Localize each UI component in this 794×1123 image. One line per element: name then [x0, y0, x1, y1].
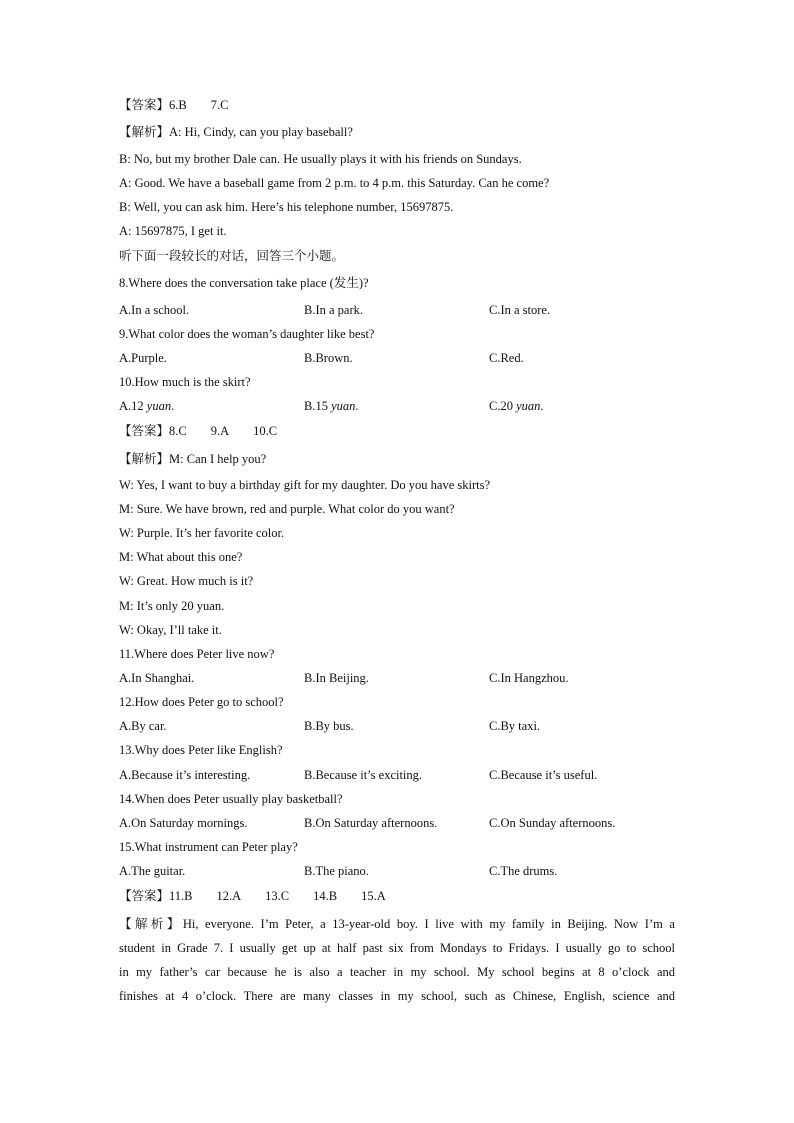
question-14: 14.When does Peter usually play basketball?: [119, 792, 343, 806]
answer-label: 【答案】: [119, 423, 170, 438]
option-b: B.In a park.: [304, 303, 364, 317]
dialogue-line: W: Yes, I want to buy a birthday gift for my daughter. Do you have skirts?: [119, 478, 491, 492]
option-b: B.By bus.: [304, 719, 354, 733]
options-11: [119, 670, 679, 686]
option-c: C.20 yuan.: [489, 399, 544, 413]
answer-line-6-7: [119, 97, 252, 113]
answer-11: 11.B: [169, 889, 193, 903]
section-instruction: 听下面一段较长的对话，回答三个小题。: [119, 248, 345, 263]
option-a: A.Because it’s interesting.: [119, 768, 251, 782]
option-a: A.On Saturday mornings.: [119, 816, 248, 830]
answer-7: 7.C: [210, 98, 229, 112]
passage-line-2: student in Grade 7. I usually get up at half past six from Mondays to Fridays. I usually go to school: [119, 941, 675, 955]
answer-6: 6.B: [169, 98, 187, 112]
option-c: C.Because it’s useful.: [489, 768, 598, 782]
option-a: A.In Shanghai.: [119, 671, 195, 685]
dialogue-line: M: Sure. We have brown, red and purple. What color do you want?: [119, 502, 455, 516]
answer-line-8-10: [119, 423, 301, 439]
option-a: A.The guitar.: [119, 864, 186, 878]
option-b: B.15 yuan.: [304, 399, 359, 413]
question-11: 11.Where does Peter live now?: [119, 647, 275, 661]
dialogue-line: W: Purple. It’s her favorite color.: [119, 526, 285, 540]
dialogue-line: A: Good. We have a baseball game from 2 p.m. to 4 p.m. this Saturday. Can he come?: [119, 176, 550, 190]
analysis-line-2: [119, 451, 266, 467]
dialogue-line: M: What about this one?: [119, 550, 243, 564]
options-13: [119, 767, 679, 783]
question-13: 13.Why does Peter like English?: [119, 743, 283, 757]
option-c: C.The drums.: [489, 864, 558, 878]
dialogue-line: M: It’s only 20 yuan.: [119, 599, 225, 613]
analysis-label: 【解析】: [119, 124, 170, 139]
options-8: [119, 302, 679, 318]
answer-8: 8.C: [169, 424, 187, 438]
options-10: [119, 398, 679, 414]
passage-line-3: in my father’s car because he is also a teacher in my school. My school begins at 8 o’clock and: [119, 965, 675, 979]
answer-12: 12.A: [216, 889, 242, 903]
option-a: A.In a school.: [119, 303, 190, 317]
analysis-line-1: [119, 124, 353, 140]
question-15: 15.What instrument can Peter play?: [119, 840, 298, 854]
answer-label: 【答案】: [119, 888, 170, 903]
question-8: 8.Where does the conversation take place (发生)?: [119, 276, 369, 290]
dialogue-line: B: No, but my brother Dale can. He usually plays it with his friends on Sundays.: [119, 152, 522, 166]
option-b: B.The piano.: [304, 864, 369, 878]
option-c: C.Red.: [489, 351, 524, 365]
option-b: B.Brown.: [304, 351, 353, 365]
dialogue-line: M: Can I help you?: [169, 452, 267, 466]
answer-13: 13.C: [265, 889, 290, 903]
dialogue-line: B: Well, you can ask him. Here’s his telephone number, 15697875.: [119, 200, 454, 214]
option-c: C.In Hangzhou.: [489, 671, 569, 685]
answer-10: 10.C: [253, 424, 278, 438]
question-9: 9.What color does the woman’s daughter like best?: [119, 327, 375, 341]
option-c: C.By taxi.: [489, 719, 541, 733]
option-c: C.In a store.: [489, 303, 551, 317]
question-12: 12.How does Peter go to school?: [119, 695, 284, 709]
dialogue-line: W: Okay, I’ll take it.: [119, 623, 222, 637]
option-b: B.In Beijing.: [304, 671, 369, 685]
option-c: C.On Sunday afternoons.: [489, 816, 616, 830]
option-a: A.Purple.: [119, 351, 167, 365]
option-a: A.By car.: [119, 719, 167, 733]
dialogue-line: W: Great. How much is it?: [119, 574, 254, 588]
answer-label: 【答案】: [119, 97, 170, 112]
answer-15: 15.A: [361, 889, 386, 903]
options-14: [119, 815, 679, 831]
option-b: B.Because it’s exciting.: [304, 768, 423, 782]
options-9: [119, 350, 679, 366]
options-12: [119, 718, 679, 734]
options-15: [119, 863, 679, 879]
passage-line-1: 【解析】Hi, everyone. I’m Peter, a 13-year-old boy. I live with my family in Beijing. Now I’m a: [119, 916, 675, 931]
passage-line-4: finishes at 4 o’clock. There are many classes in my school, such as Chinese, English, science and: [119, 989, 675, 1003]
answer-line-11-15: [119, 888, 410, 904]
answer-14: 14.B: [313, 889, 338, 903]
analysis-label: 【解析】: [119, 916, 183, 931]
option-b: B.On Saturday afternoons.: [304, 816, 438, 830]
question-10: 10.How much is the skirt?: [119, 375, 251, 389]
dialogue-line: A: 15697875, I get it.: [119, 224, 227, 238]
analysis-passage: [119, 912, 675, 1008]
option-a: A.12 yuan.: [119, 399, 175, 413]
dialogue-line: A: Hi, Cindy, can you play baseball?: [169, 125, 353, 139]
answer-9: 9.A: [210, 424, 230, 438]
analysis-label: 【解析】: [119, 451, 170, 466]
